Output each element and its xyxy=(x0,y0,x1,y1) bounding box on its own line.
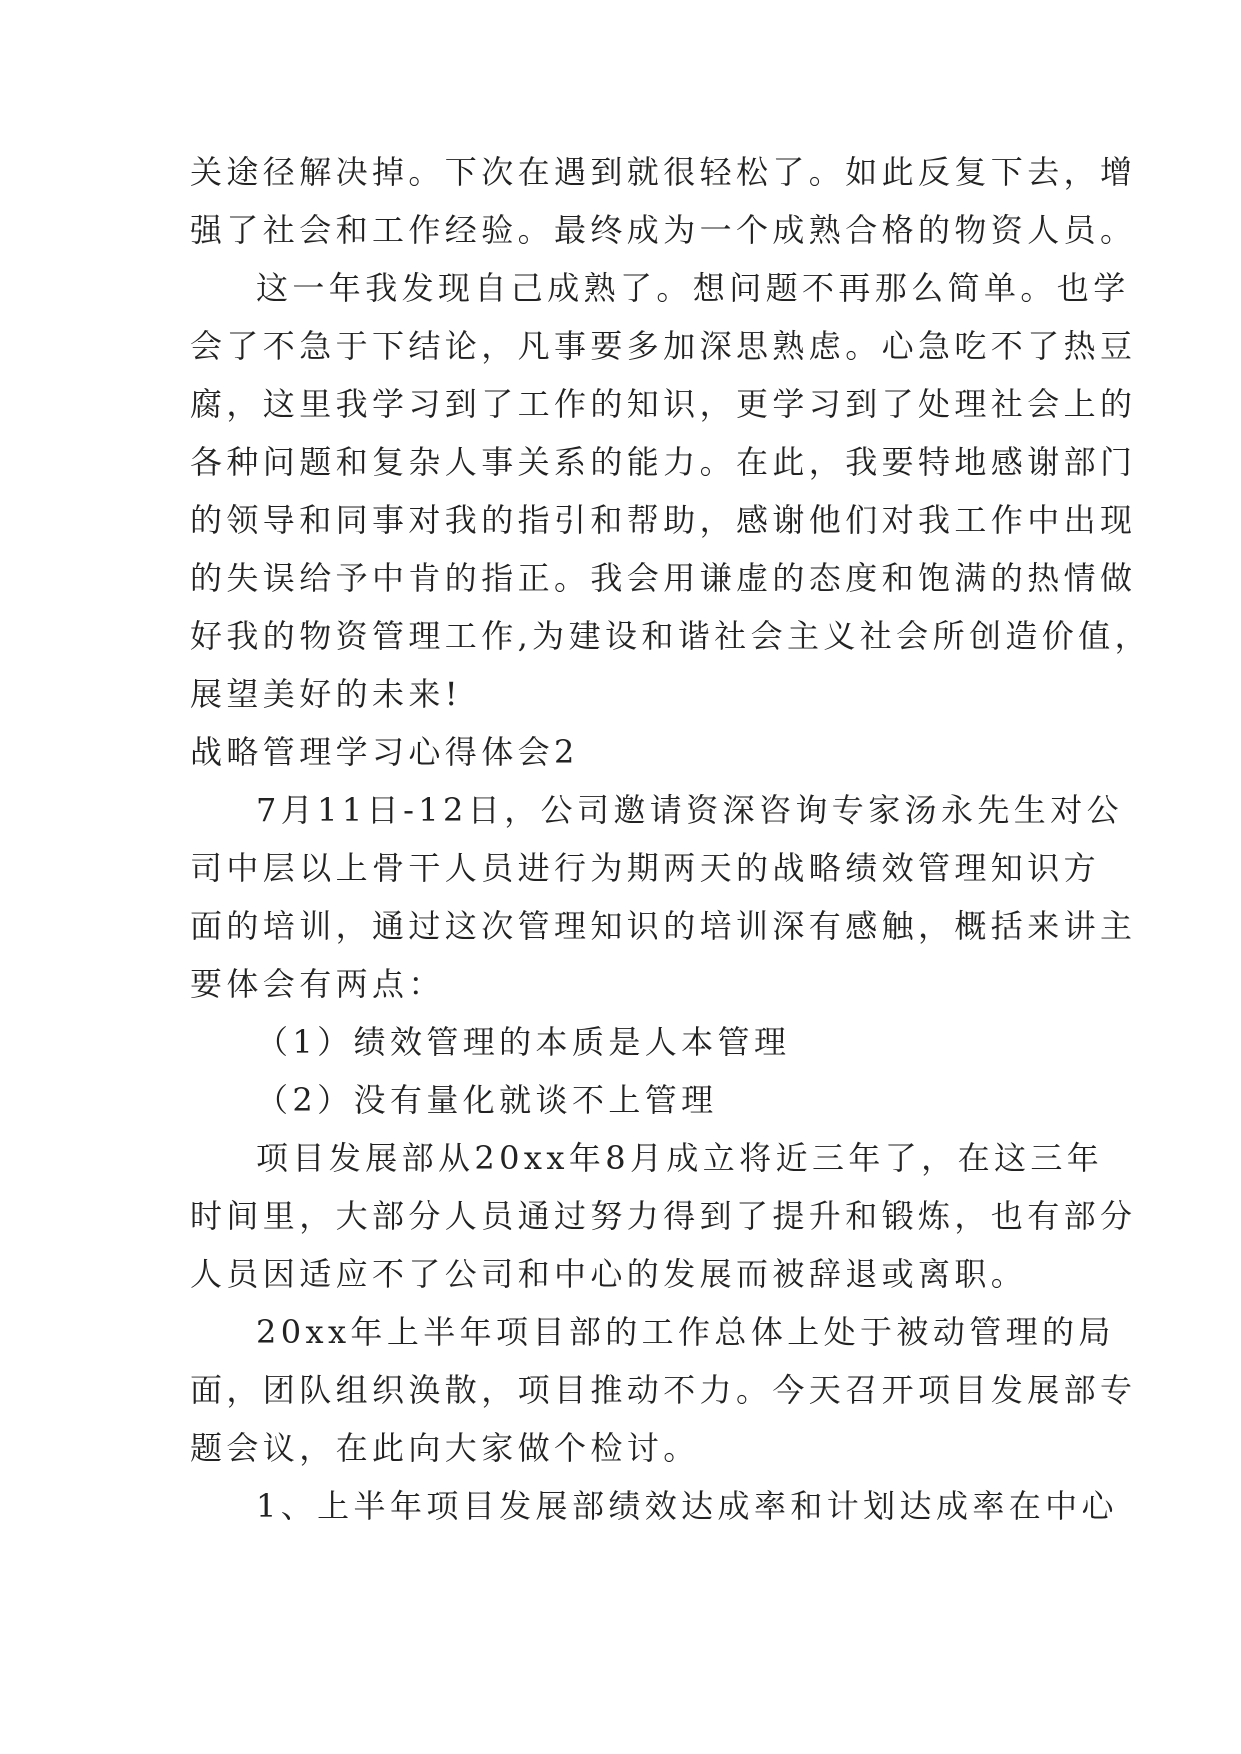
text-line: 腐，这里我学习到了工作的知识，更学习到了处理社会上的 xyxy=(190,385,1137,423)
text-line: 要体会有两点： xyxy=(190,965,445,1003)
text-line: 好我的物资管理工作,为建设和谐社会主义社会所创造价值， xyxy=(190,617,1151,655)
text-line: 的失误给予中肯的指正。我会用谦虚的态度和饱满的热情做 xyxy=(190,559,1137,597)
text-line: 人员因适应不了公司和中心的发展而被辞退或离职。 xyxy=(190,1255,1028,1293)
text-line: 的领导和同事对我的指引和帮助，感谢他们对我工作中出现 xyxy=(190,501,1137,539)
section-heading: 战略管理学习心得体会2 xyxy=(190,733,579,771)
paragraph-start-line: 7月11日-12日，公司邀请资深咨询专家汤永先生对公 xyxy=(256,791,1124,829)
paragraph-start-line: 1、上半年项目发展部绩效达成率和计划达成率在中心 xyxy=(256,1487,1118,1525)
text-line: 面的培训，通过这次管理知识的培训深有感触，概括来讲主 xyxy=(190,907,1137,945)
paragraph-start-line: 项目发展部从20xx年8月成立将近三年了，在这三年 xyxy=(256,1139,1104,1177)
text-line: 时间里，大部分人员通过努力得到了提升和锻炼，也有部分 xyxy=(190,1197,1137,1235)
text-line: 各种问题和复杂人事关系的能力。在此，我要特地感谢部门 xyxy=(190,443,1137,481)
text-line: 展望美好的未来! xyxy=(190,675,463,713)
paragraph-start-line: 20xx年上半年项目部的工作总体上处于被动管理的局 xyxy=(256,1313,1115,1351)
text-line: 面，团队组织涣散，项目推动不力。今天召开项目发展部专 xyxy=(190,1371,1137,1409)
text-line: 司中层以上骨干人员进行为期两天的战略绩效管理知识方 xyxy=(190,849,1101,887)
text-line: 题会议，在此向大家做个检讨。 xyxy=(190,1429,700,1467)
text-line: 强了社会和工作经验。最终成为一个成熟合格的物资人员。 xyxy=(190,211,1137,249)
text-line: 会了不急于下结论，凡事要多加深思熟虑。心急吃不了热豆 xyxy=(190,327,1137,365)
paragraph-start-line: 这一年我发现自己成熟了。想问题不再那么简单。也学 xyxy=(256,269,1130,307)
text-line: 关途径解决掉。下次在遇到就很轻松了。如此反复下去，增 xyxy=(190,153,1137,191)
list-item: （1）绩效管理的本质是人本管理 xyxy=(256,1023,791,1061)
list-item: （2）没有量化就谈不上管理 xyxy=(256,1081,718,1119)
